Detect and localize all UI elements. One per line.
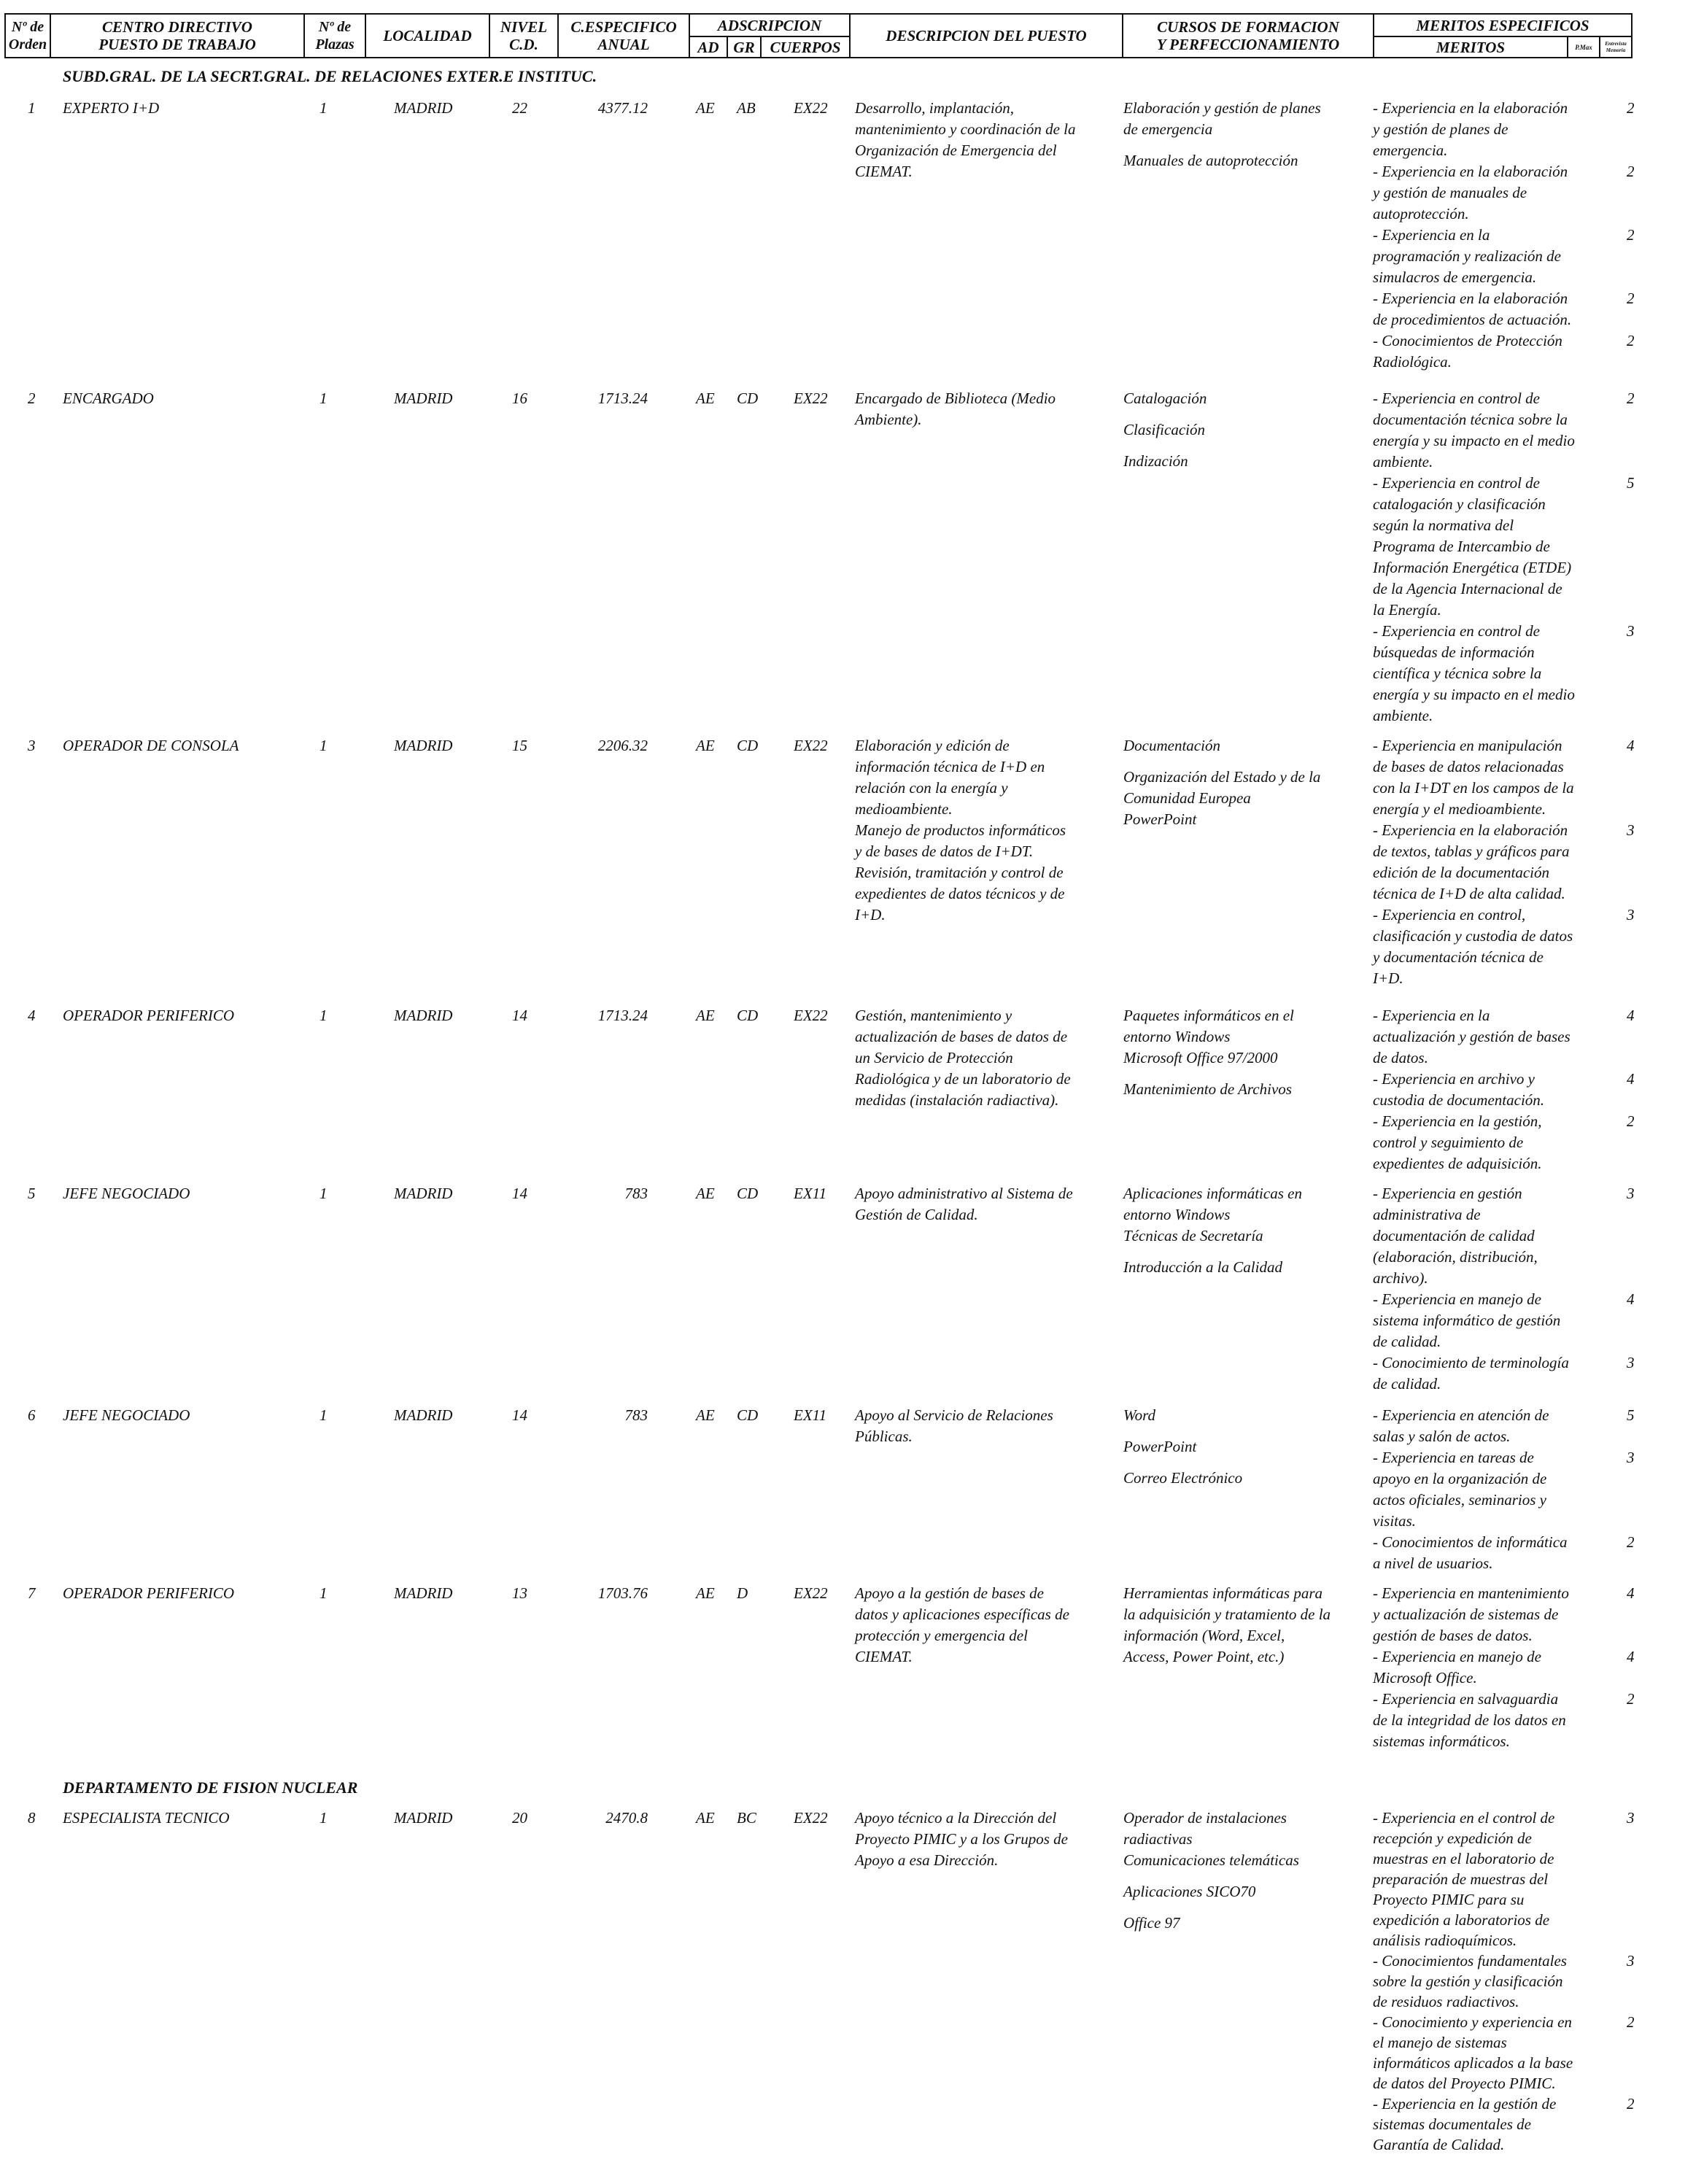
merito-puntos: 3	[1627, 1809, 1635, 1827]
merito-puntos: 2	[1627, 99, 1635, 117]
plazas: 1	[320, 1809, 328, 1827]
meritos	[1373, 1183, 1635, 1395]
merito-item: - Experiencia en la elaboración y gestión de planes de emergencia. 2	[1373, 98, 1614, 161]
header-pmax: P.Max	[1575, 43, 1592, 51]
section-title: SUBD.GRAL. DE LA SECRT.GRAL. DE RELACIONES EXTER.E INSTITUC.	[63, 67, 597, 85]
merito-puntos: 2	[1627, 1112, 1635, 1130]
curso-item: PowerPoint	[1123, 1438, 1197, 1455]
localidad: MADRID	[394, 1809, 453, 1827]
header-meritos-especificos: MERITOS ESPECIFICOS	[1416, 16, 1589, 34]
plazas: 1	[320, 99, 328, 117]
curso-item: Manuales de autoprotección	[1123, 152, 1298, 169]
merito-item: - Conocimientos de Protección Radiológica. 2	[1373, 330, 1614, 373]
row-number: 1	[28, 99, 36, 117]
merito-item: - Experiencia en el control de recepción y expedición de muestras en el laboratorio de preparación de muestras del Proyecto PIMIC para su expedición a laboratorios de análisis radioquímicos. 3	[1373, 1808, 1614, 1951]
adscripcion-cuerpos: EX22	[794, 1584, 828, 1602]
puesto: OPERADOR PERIFERICO	[63, 1584, 235, 1602]
meritos	[1373, 1005, 1635, 1174]
puesto: ESPECIALISTA TECNICO	[63, 1809, 230, 1827]
merito-puntos: 4	[1627, 1584, 1635, 1602]
puesto: EXPERTO I+D	[63, 99, 160, 117]
adscripcion-gr: D	[737, 1584, 748, 1602]
merito-item: - Experiencia en salvaguardia de la integridad de los datos en sistemas informáticos. 2	[1373, 1689, 1614, 1752]
merito-puntos: 2	[1627, 390, 1635, 407]
row-number: 4	[28, 1007, 36, 1024]
merito-puntos: 4	[1627, 1290, 1635, 1308]
descripcion: Apoyo técnico a la Dirección del Proyecto PIMIC y a los Grupos de Apoyo a esa Dirección.	[855, 1809, 1068, 1869]
adscripcion-cuerpos: EX11	[794, 1406, 827, 1424]
merito-puntos: 2	[1627, 1533, 1635, 1551]
adscripcion-cuerpos: EX11	[794, 1185, 827, 1202]
descripcion: Elaboración y edición de información técnica de I+D en relación con la energía y medioambiente. Manejo de productos informáticos y de bases de datos de I+DT. Revisión, tramitación y control de expedientes de datos técnicos y de I+D.	[855, 737, 1066, 923]
nivel-cd: 13	[512, 1584, 527, 1602]
adscripcion-gr: CD	[737, 390, 759, 407]
meritos	[1373, 1808, 1635, 2155]
descripcion: Apoyo a la gestión de bases de datos y aplicaciones específicas de protección y emergencia del CIEMAT.	[855, 1584, 1069, 1665]
c-especifico: 783	[624, 1406, 648, 1424]
cursos	[1123, 1183, 1364, 1288]
localidad: MADRID	[394, 1406, 453, 1424]
merito-item: - Experiencia en la programación y realización de simulacros de emergencia. 2	[1373, 225, 1614, 288]
meritos	[1373, 388, 1635, 727]
nivel-cd: 15	[512, 737, 527, 754]
adscripcion-cuerpos: EX22	[794, 390, 828, 407]
localidad: MADRID	[394, 737, 453, 754]
cursos	[1123, 98, 1364, 182]
meritos	[1373, 735, 1635, 989]
merito-puntos: 3	[1627, 1449, 1635, 1466]
row-number: 5	[28, 1185, 36, 1202]
c-especifico: 1713.24	[597, 1007, 648, 1024]
nivel-cd: 20	[512, 1809, 527, 1827]
merito-item: - Experiencia en gestión administrativa de documentación de calidad (elaboración, distribución, archivo). 3	[1373, 1183, 1614, 1289]
nivel-cd: 16	[512, 390, 527, 407]
meritos	[1373, 1583, 1635, 1752]
adscripcion-gr: BC	[737, 1809, 756, 1827]
adscripcion-ad: AE	[696, 1584, 715, 1602]
adscripcion-gr: CD	[737, 1406, 759, 1424]
c-especifico: 783	[624, 1185, 648, 1202]
curso-item: Clasificación	[1123, 421, 1205, 438]
merito-puntos: 4	[1627, 1007, 1635, 1024]
adscripcion-ad: AE	[696, 99, 715, 117]
puesto: JEFE NEGOCIADO	[63, 1406, 190, 1424]
cursos	[1123, 1405, 1364, 1499]
curso-item: Word	[1123, 1406, 1155, 1424]
merito-item: - Conocimiento y experiencia en el manejo de sistemas informáticos aplicados a la base de datos del Proyecto PIMIC. 2	[1373, 2012, 1614, 2094]
cursos	[1123, 1583, 1364, 1678]
header-entrevista: Entrevista Memoria	[1605, 40, 1627, 53]
header-orden: Nº de Orden	[8, 19, 47, 53]
merito-puntos: 3	[1627, 622, 1635, 640]
adscripcion-ad: AE	[696, 1007, 715, 1024]
merito-puntos: 3	[1627, 1354, 1635, 1371]
merito-puntos: 2	[1627, 332, 1635, 349]
localidad: MADRID	[394, 1584, 453, 1602]
merito-puntos: 2	[1627, 226, 1635, 244]
curso-item: Introducción a la Calidad	[1123, 1258, 1282, 1276]
c-especifico: 1713.24	[597, 390, 648, 407]
adscripcion-ad: AE	[696, 1809, 715, 1827]
curso-item: Indización	[1123, 452, 1188, 470]
adscripcion-ad: AE	[696, 390, 715, 407]
puesto: OPERADOR PERIFERICO	[63, 1007, 235, 1024]
curso-item: Catalogación	[1123, 390, 1207, 407]
adscripcion-cuerpos: EX22	[794, 1809, 828, 1827]
descripcion: Gestión, mantenimiento y actualización de bases de datos de un Servicio de Protección Radiológica y de un laboratorio de medidas (instalación radiactiva).	[855, 1007, 1071, 1109]
adscripcion-ad: AE	[696, 1406, 715, 1424]
curso-item: Documentación	[1123, 737, 1220, 754]
adscripcion-gr: CD	[737, 1007, 759, 1024]
header-centro: CENTRO DIRECTIVO PUESTO DE TRABAJO	[98, 18, 256, 53]
cursos	[1123, 388, 1364, 482]
plazas: 1	[320, 737, 328, 754]
header-nivel: NIVEL C.D.	[500, 18, 548, 53]
header-cespecifico: C.ESPECIFICO ANUAL	[570, 18, 677, 53]
merito-item: - Experiencia en control de búsquedas de información científica y técnica sobre la energía y su impacto en el medio ambiente. 3	[1373, 621, 1614, 727]
meritos	[1373, 1405, 1635, 1574]
merito-item: - Experiencia en control de catalogación y clasificación según la normativa del Programa de Intercambio de Información Energética (ETDE) de la Agencia Internacional de la Energía. 5	[1373, 473, 1614, 621]
plazas: 1	[320, 390, 328, 407]
header-adscripcion: ADSCRIPCION	[717, 16, 822, 34]
nivel-cd: 22	[512, 99, 527, 117]
merito-puntos: 3	[1627, 1952, 1635, 1970]
localidad: MADRID	[394, 1007, 453, 1024]
adscripcion-ad: AE	[696, 737, 715, 754]
section-title: DEPARTAMENTO DE FISION NUCLEAR	[63, 1778, 358, 1797]
merito-item: - Experiencia en la elaboración y gestión de manuales de autoprotección. 2	[1373, 161, 1614, 225]
c-especifico: 4377.12	[597, 99, 648, 117]
curso-item: Correo Electrónico	[1123, 1469, 1243, 1487]
row-number: 7	[28, 1584, 36, 1602]
curso-item: Herramientas informáticas para la adquisición y tratamiento de la información (Word, Excel, Access, Power Point, etc.)	[1123, 1584, 1331, 1665]
merito-item: - Experiencia en archivo y custodia de documentación. 4	[1373, 1069, 1614, 1111]
header-ad: AD	[697, 38, 719, 56]
merito-puntos: 2	[1627, 163, 1635, 180]
merito-item: - Experiencia en manipulación de bases de datos relacionadas con la I+DT en los campos de la energía y el medioambiente. 4	[1373, 735, 1614, 820]
cursos	[1123, 1808, 1364, 1944]
merito-item: - Experiencia en la elaboración de textos, tablas y gráficos para edición de la documentación técnica de I+D de alta calidad. 3	[1373, 820, 1614, 905]
table-header	[4, 13, 1633, 58]
merito-puntos: 3	[1627, 906, 1635, 923]
curso-item: Paquetes informáticos en el entorno Windows Microsoft Office 97/2000	[1123, 1007, 1294, 1066]
header-plazas: Nº de Plazas	[315, 19, 355, 53]
row-number: 8	[28, 1809, 36, 1827]
plazas: 1	[320, 1406, 328, 1424]
adscripcion-gr: CD	[737, 737, 759, 754]
merito-item: - Experiencia en mantenimiento y actualización de sistemas de gestión de bases de datos. 4	[1373, 1583, 1614, 1646]
meritos	[1373, 98, 1635, 373]
merito-item: - Experiencia en manejo de Microsoft Office. 4	[1373, 1646, 1614, 1689]
adscripcion-cuerpos: EX22	[794, 737, 828, 754]
descripcion: Apoyo al Servicio de Relaciones Públicas.	[855, 1406, 1053, 1445]
header-gr: GR	[733, 38, 755, 56]
merito-puntos: 4	[1627, 737, 1635, 754]
merito-puntos: 2	[1627, 290, 1635, 307]
merito-puntos: 5	[1627, 474, 1635, 492]
adscripcion-cuerpos: EX22	[794, 1007, 828, 1024]
merito-item: - Experiencia en la elaboración de procedimientos de actuación. 2	[1373, 288, 1614, 330]
merito-puntos: 4	[1627, 1648, 1635, 1665]
row-number: 6	[28, 1406, 36, 1424]
merito-puntos: 5	[1627, 1406, 1635, 1424]
nivel-cd: 14	[512, 1007, 527, 1024]
header-cuerpos: CUERPOS	[770, 38, 841, 56]
adscripcion-ad: AE	[696, 1185, 715, 1202]
puesto: JEFE NEGOCIADO	[63, 1185, 190, 1202]
merito-item: - Experiencia en la gestión de sistemas documentales de Garantía de Calidad. 2	[1373, 2094, 1614, 2155]
localidad: MADRID	[394, 1185, 453, 1202]
merito-puntos: 2	[1627, 2013, 1635, 2031]
localidad: MADRID	[394, 390, 453, 407]
header-descripcion: DESCRIPCION DEL PUESTO	[886, 27, 1087, 44]
merito-puntos: 3	[1627, 821, 1635, 839]
plazas: 1	[320, 1007, 328, 1024]
descripcion: Apoyo administrativo al Sistema de Gestión de Calidad.	[855, 1185, 1073, 1223]
curso-item: Aplicaciones SICO70	[1123, 1883, 1256, 1900]
merito-item: - Experiencia en control, clasificación y custodia de datos y documentación técnica de I+D. 3	[1373, 905, 1614, 989]
merito-puntos: 3	[1627, 1185, 1635, 1202]
c-especifico: 2206.32	[597, 737, 648, 754]
curso-item: Office 97	[1123, 1914, 1180, 1932]
merito-item: - Conocimiento de terminología de calidad. 3	[1373, 1352, 1614, 1395]
puesto: ENCARGADO	[63, 390, 154, 407]
merito-item: - Experiencia en la actualización y gestión de bases de datos. 4	[1373, 1005, 1614, 1069]
curso-item: Mantenimiento de Archivos	[1123, 1080, 1292, 1098]
c-especifico: 1703.76	[597, 1584, 648, 1602]
merito-item: - Experiencia en atención de salas y salón de actos. 5	[1373, 1405, 1614, 1447]
adscripcion-cuerpos: EX22	[794, 99, 828, 117]
header-meritos: MERITOS	[1436, 38, 1506, 56]
puesto: OPERADOR DE CONSOLA	[63, 737, 239, 754]
plazas: 1	[320, 1584, 328, 1602]
header-localidad: LOCALIDAD	[383, 27, 472, 44]
merito-item: - Experiencia en tareas de apoyo en la organización de actos oficiales, seminarios y visitas. 3	[1373, 1447, 1614, 1532]
nivel-cd: 14	[512, 1185, 527, 1202]
cursos	[1123, 1005, 1364, 1110]
curso-item: Aplicaciones informáticas en entorno Windows Técnicas de Secretaría	[1123, 1185, 1302, 1244]
merito-item: - Experiencia en manejo de sistema informático de gestión de calidad. 4	[1373, 1289, 1614, 1352]
nivel-cd: 14	[512, 1406, 527, 1424]
c-especifico: 2470.8	[605, 1809, 648, 1827]
adscripcion-gr: CD	[737, 1185, 759, 1202]
row-number: 2	[28, 390, 36, 407]
descripcion: Encargado de Biblioteca (Medio Ambiente).	[855, 390, 1056, 428]
merito-puntos: 2	[1627, 2095, 1635, 2113]
curso-item: Elaboración y gestión de planes de emergencia	[1123, 99, 1321, 138]
curso-item: Operador de instalaciones radiactivas Comunicaciones telemáticas	[1123, 1809, 1299, 1869]
merito-item: - Conocimientos de informática a nivel de usuarios. 2	[1373, 1532, 1614, 1574]
cursos	[1123, 735, 1364, 840]
merito-puntos: 2	[1627, 1690, 1635, 1708]
curso-item: Organización del Estado y de la Comunidad Europea PowerPoint	[1123, 768, 1321, 828]
row-number: 3	[28, 737, 36, 754]
adscripcion-gr: AB	[737, 99, 756, 117]
plazas: 1	[320, 1185, 328, 1202]
header-cursos: CURSOS DE FORMACION Y PERFECCIONAMIENTO	[1156, 18, 1340, 53]
descripcion: Desarrollo, implantación, mantenimiento y coordinación de la Organización de Emergencia del CIEMAT.	[855, 99, 1076, 180]
merito-item: - Experiencia en la gestión, control y seguimiento de expedientes de adquisición. 2	[1373, 1111, 1614, 1174]
merito-puntos: 4	[1627, 1070, 1635, 1088]
merito-item: - Conocimientos fundamentales sobre la gestión y clasificación de residuos radiactivos. 3	[1373, 1951, 1614, 2012]
merito-item: - Experiencia en control de documentación técnica sobre la energía y su impacto en el medio ambiente. 2	[1373, 388, 1614, 473]
localidad: MADRID	[394, 99, 453, 117]
